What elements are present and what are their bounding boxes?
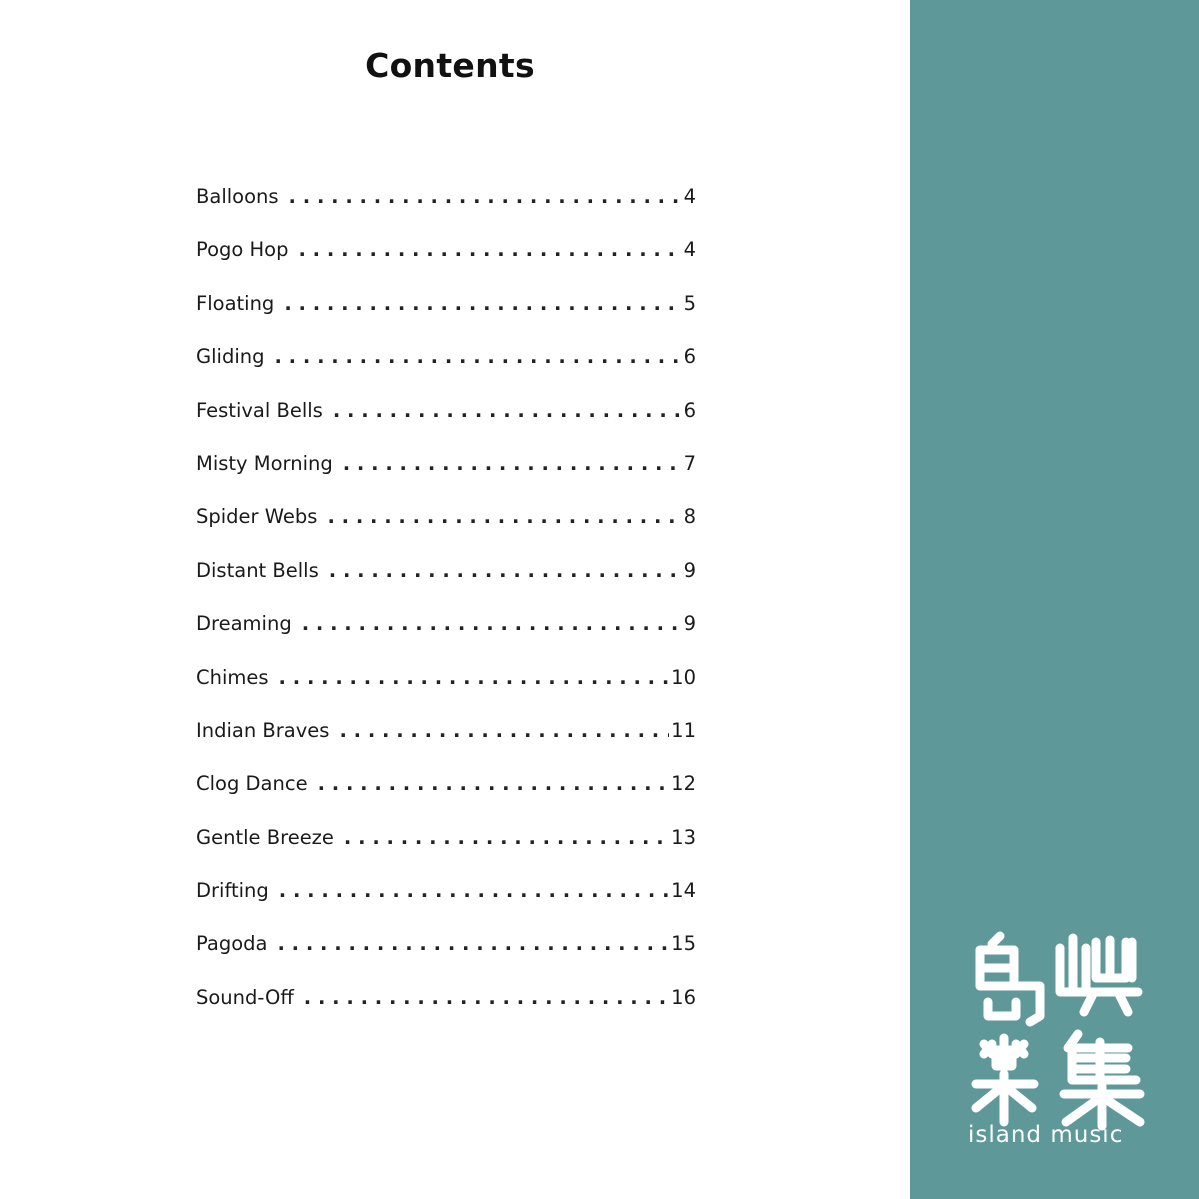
toc-dot-leader	[344, 826, 669, 849]
toc-entry-title: Sound-Off	[196, 985, 294, 1009]
toc-entry	[196, 612, 696, 665]
toc-dot-leader	[279, 666, 670, 689]
toc-entry-title: Festival Bells	[196, 398, 323, 422]
toc-entry-page: 4	[683, 185, 696, 208]
toc-dot-leader	[279, 879, 669, 902]
toc-dot-leader	[289, 185, 682, 208]
toc-dot-leader	[304, 986, 669, 1009]
toc-entry-page: 12	[671, 772, 696, 796]
toc-dot-leader	[277, 932, 669, 955]
toc-dot-leader	[343, 452, 682, 475]
toc-entry-page: 4	[683, 238, 696, 262]
toc-dot-leader	[284, 292, 681, 315]
toc-entry-title: Misty Morning	[196, 451, 333, 475]
toc-entry	[196, 879, 696, 932]
toc-entry-title: Distant Bells	[196, 558, 319, 582]
toc-entry-title: Drifting	[196, 879, 269, 903]
toc-entry-title: Clog Dance	[196, 772, 308, 796]
toc-entry-title: Gentle Breeze	[196, 825, 334, 849]
toc-entry-title: Gliding	[196, 345, 265, 369]
toc-entry-page: 10	[671, 665, 696, 689]
toc-dot-leader	[318, 772, 670, 795]
toc-entry-title: Floating	[196, 291, 275, 315]
brand-subtext: island music	[968, 1122, 1124, 1148]
toc-entry	[196, 399, 696, 452]
toc-entry-page: 16	[671, 985, 696, 1009]
toc-dot-leader	[339, 719, 669, 742]
toc-entry	[196, 932, 696, 985]
toc-entry	[196, 452, 696, 505]
toc-entry-page: 9	[683, 612, 696, 636]
toc-entry	[196, 826, 696, 879]
toc-dot-leader	[327, 505, 681, 528]
toc-entry	[196, 559, 696, 612]
toc-entry-title: Pagoda	[196, 932, 268, 956]
toc-entry	[196, 185, 696, 238]
toc-entry	[196, 666, 696, 719]
toc-dot-leader	[329, 559, 682, 582]
toc-entry-title: Pogo Hop	[196, 238, 289, 262]
toc-entry	[196, 772, 696, 825]
toc-entry-page: 15	[671, 932, 696, 956]
toc-entry-page: 9	[683, 558, 696, 582]
toc-entry-page: 7	[683, 451, 696, 475]
toc-entry	[196, 238, 696, 291]
toc-dot-leader	[333, 399, 682, 422]
toc-entry-page: 14	[671, 879, 696, 903]
toc-dot-leader	[274, 345, 681, 368]
toc-entry	[196, 292, 696, 345]
table-of-contents	[196, 185, 696, 1039]
toc-entry	[196, 719, 696, 772]
toc-entry	[196, 345, 696, 398]
toc-entry	[196, 986, 696, 1039]
toc-entry-page: 5	[683, 291, 696, 315]
toc-dot-leader	[302, 612, 682, 635]
toc-entry	[196, 505, 696, 558]
toc-entry-title: Dreaming	[196, 612, 292, 636]
toc-entry-title: Chimes	[196, 665, 269, 689]
toc-entry-title: Balloons	[196, 185, 279, 208]
toc-dot-leader	[298, 238, 681, 261]
toc-entry-title: Indian Braves	[196, 718, 330, 742]
toc-entry-page: 13	[671, 825, 696, 849]
toc-entry-page: 6	[683, 345, 696, 369]
toc-entry-page: 6	[683, 398, 696, 422]
toc-entry-page: 8	[683, 505, 696, 529]
toc-entry-page: 11	[671, 718, 696, 742]
brand-panel	[910, 0, 1199, 1199]
page-title: Contents	[365, 46, 535, 85]
toc-entry-title: Spider Webs	[196, 505, 318, 529]
